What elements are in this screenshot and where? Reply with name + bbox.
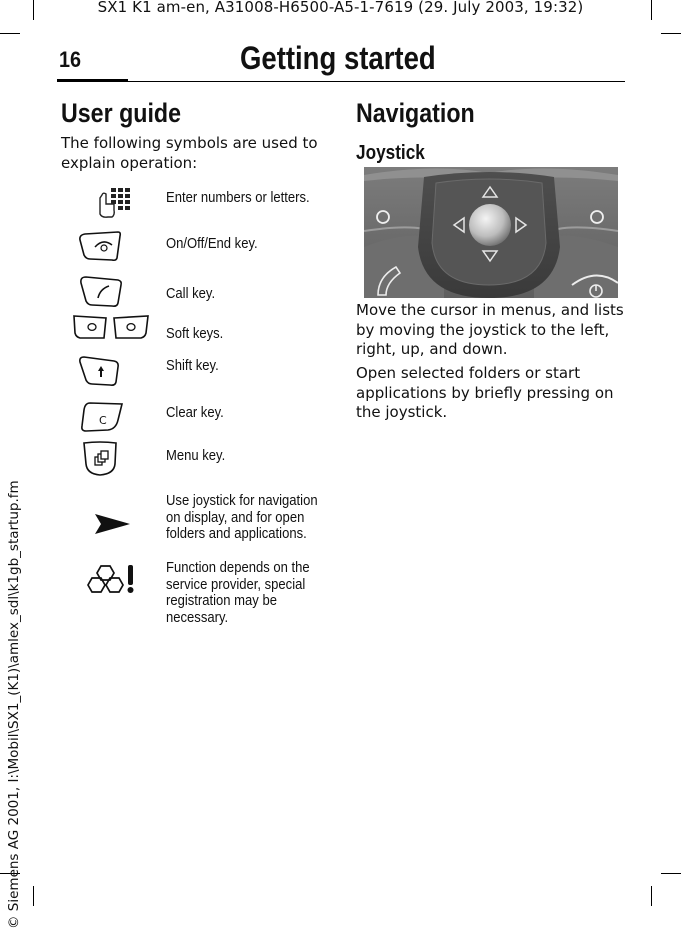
- symbol-row: [70, 354, 330, 388]
- joystick-subheading: Joystick: [356, 142, 425, 164]
- soft-keys-icon: [70, 312, 152, 350]
- intro-line: explain operation:: [61, 153, 198, 172]
- symbol-description: Use joystick for navigation on display, and for open folders and applications.: [166, 493, 318, 542]
- symbol-row: [70, 440, 330, 478]
- page-title: Getting started: [240, 40, 436, 76]
- menu-key-icon: [70, 440, 130, 482]
- symbol-description: Shift key.: [166, 358, 219, 374]
- crop-mark: [661, 33, 681, 34]
- crop-mark: [33, 886, 34, 906]
- joystick-paragraph-move: Move the cursor in menus, and lists by moving the joystick to the left, right, up, and down.: [356, 301, 624, 358]
- user-guide-intro: [61, 134, 331, 173]
- symbol-description: On/Off/End key.: [166, 236, 258, 252]
- header-rule: [57, 81, 625, 82]
- crop-mark: [651, 886, 652, 906]
- header-rule-accent: [57, 79, 128, 82]
- copyright-sidebar: © Siemens AG 2001, I:\Mobil\SX1_(K1)\amlex_sdl\k1gb_startup.fm: [6, 480, 22, 929]
- symbol-row: [70, 180, 330, 220]
- symbol-description: Soft keys.: [166, 326, 224, 342]
- call-key-icon: [70, 275, 130, 313]
- intro-line: The following symbols are used to: [61, 134, 318, 152]
- navigation-section: [356, 98, 494, 129]
- symbol-row: [70, 228, 330, 264]
- symbol-row: [70, 559, 330, 634]
- crop-mark: [0, 33, 20, 34]
- navigation-heading: Navigation: [356, 98, 475, 128]
- symbol-row: [70, 400, 330, 434]
- crop-mark: [661, 873, 681, 874]
- joystick-arrow-icon: [70, 510, 130, 544]
- symbol-description: Clear key.: [166, 405, 224, 421]
- symbol-row: [70, 492, 330, 552]
- shift-key-icon: [70, 354, 130, 392]
- document-meta-header: SX1 K1 am-en, A31008-H6500-A5-1-7619 (29. July 2003, 19:32): [97, 0, 584, 16]
- clear-key-icon: [70, 400, 130, 438]
- joystick-paragraph-open: Open selected folders or start applications by briefly pressing on the joystick.: [356, 364, 614, 421]
- joystick-keypad-photo: [364, 167, 618, 298]
- symbol-row: [70, 275, 330, 309]
- page-number: 16: [59, 47, 82, 72]
- user-guide-section: [61, 98, 201, 129]
- svg-text:C: C: [99, 414, 107, 427]
- symbol-description: Enter numbers or letters.: [166, 190, 310, 206]
- user-guide-heading: User guide: [61, 98, 182, 128]
- end-key-icon: [70, 228, 130, 268]
- symbol-description: Menu key.: [166, 448, 226, 464]
- provider-function-icon: [70, 561, 140, 601]
- symbol-description: Function depends on the service provider, special registration may be necessary.: [166, 560, 310, 626]
- symbol-description: Call key.: [166, 286, 216, 302]
- symbol-row: [70, 312, 330, 346]
- keypad-hand-icon: [70, 180, 130, 224]
